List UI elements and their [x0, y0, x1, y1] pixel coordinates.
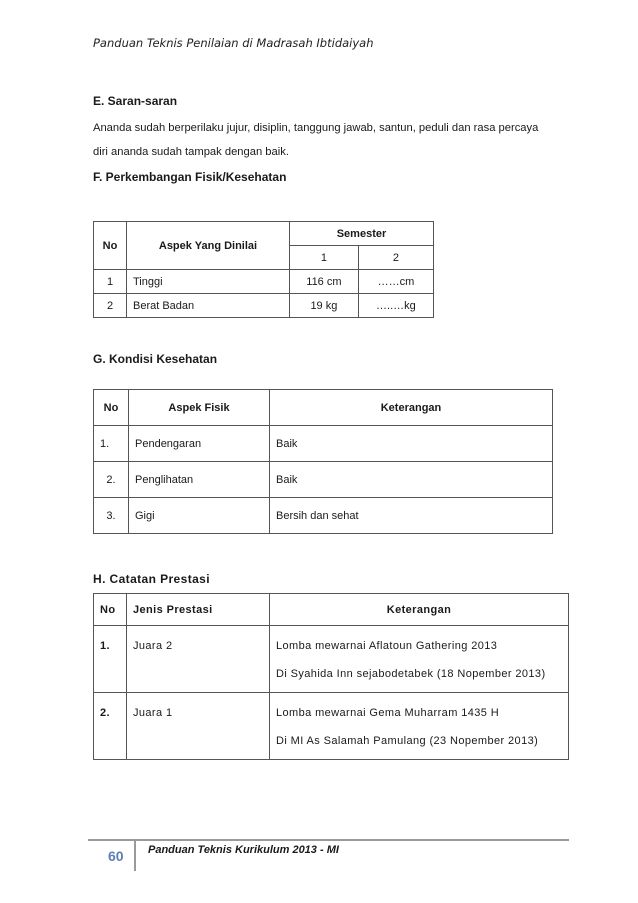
row-sem-2: ……cm: [358, 270, 433, 294]
row-jenis: Juara 2: [127, 626, 270, 693]
row-no: 2.: [94, 462, 129, 498]
table-row: [94, 294, 434, 318]
row-jenis: Juara 1: [127, 693, 270, 760]
section-e-paragraph: [93, 116, 573, 164]
section-e-line-1: Ananda sudah berperilaku jujur, disiplin, tanggung jawab, santun, peduli dan rasa percaya: [93, 122, 539, 134]
section-e-line-2: diri ananda sudah tampak dengan baik.: [93, 146, 289, 158]
row-keterangan-line-1: Lomba mewarnai Gema Muharram 1435 H: [276, 707, 500, 719]
col-header-semester: Semester: [290, 222, 434, 246]
row-aspek: Penglihatan: [129, 462, 270, 498]
col-header-jenis-prestasi: Jenis Prestasi: [127, 594, 270, 626]
row-keterangan-line-2: Di MI As Salamah Pamulang (23 Nopember 2013): [276, 735, 539, 747]
col-header-keterangan: Keterangan: [270, 390, 553, 426]
table-row: [94, 626, 569, 693]
row-keterangan: Baik: [270, 462, 553, 498]
table-row: [94, 426, 553, 462]
row-keterangan: Bersih dan sehat: [270, 498, 553, 534]
table-row: [94, 270, 434, 294]
row-keterangan-line-1: Lomba mewarnai Aflatoun Gathering 2013: [276, 640, 498, 652]
col-header-no: No: [94, 390, 129, 426]
achievement-table: [93, 593, 569, 760]
physical-development-table: [93, 221, 434, 318]
row-no: 2: [94, 294, 127, 318]
row-keterangan: Baik: [270, 426, 553, 462]
row-aspek: Tinggi: [127, 270, 290, 294]
row-no: 1.: [94, 426, 129, 462]
page-number: 60: [108, 848, 124, 864]
row-keterangan-line-2: Di Syahida Inn sejabodetabek (18 Nopember 2013): [276, 668, 546, 680]
col-header-aspek: Aspek Yang Dinilai: [127, 222, 290, 270]
row-no: 2.: [94, 693, 127, 760]
col-header-sem-1: 1: [290, 246, 359, 270]
col-header-no: No: [94, 594, 127, 626]
health-condition-table: [93, 389, 553, 534]
section-f-heading: F. Perkembangan Fisik/Kesehatan: [93, 170, 287, 184]
row-aspek: Berat Badan: [127, 294, 290, 318]
row-sem-2: …..…kg: [358, 294, 433, 318]
col-header-aspek-fisik: Aspek Fisik: [129, 390, 270, 426]
footer-divider: [88, 839, 569, 841]
row-no: 3.: [94, 498, 129, 534]
table-row: [94, 693, 569, 760]
col-header-no: No: [94, 222, 127, 270]
running-header: Panduan Teknis Penilaian di Madrasah Ibtidaiyah: [93, 36, 374, 50]
table-row: [94, 498, 553, 534]
section-g-heading: G. Kondisi Kesehatan: [93, 352, 218, 366]
col-header-sem-2: 2: [358, 246, 433, 270]
row-no: 1.: [94, 626, 127, 693]
row-sem-1: 19 kg: [290, 294, 359, 318]
row-keterangan: [270, 693, 569, 760]
col-header-keterangan: Keterangan: [270, 594, 569, 626]
section-e-heading: E. Saran-saran: [93, 94, 178, 108]
table-row: [94, 462, 553, 498]
row-no: 1: [94, 270, 127, 294]
section-h-heading: H. Catatan Prestasi: [93, 572, 210, 586]
footer-title: Panduan Teknis Kurikulum 2013 - MI: [148, 844, 339, 856]
row-keterangan: [270, 626, 569, 693]
row-aspek: Pendengaran: [129, 426, 270, 462]
footer-vertical-divider: [134, 841, 136, 871]
row-sem-1: 116 cm: [290, 270, 359, 294]
row-aspek: Gigi: [129, 498, 270, 534]
